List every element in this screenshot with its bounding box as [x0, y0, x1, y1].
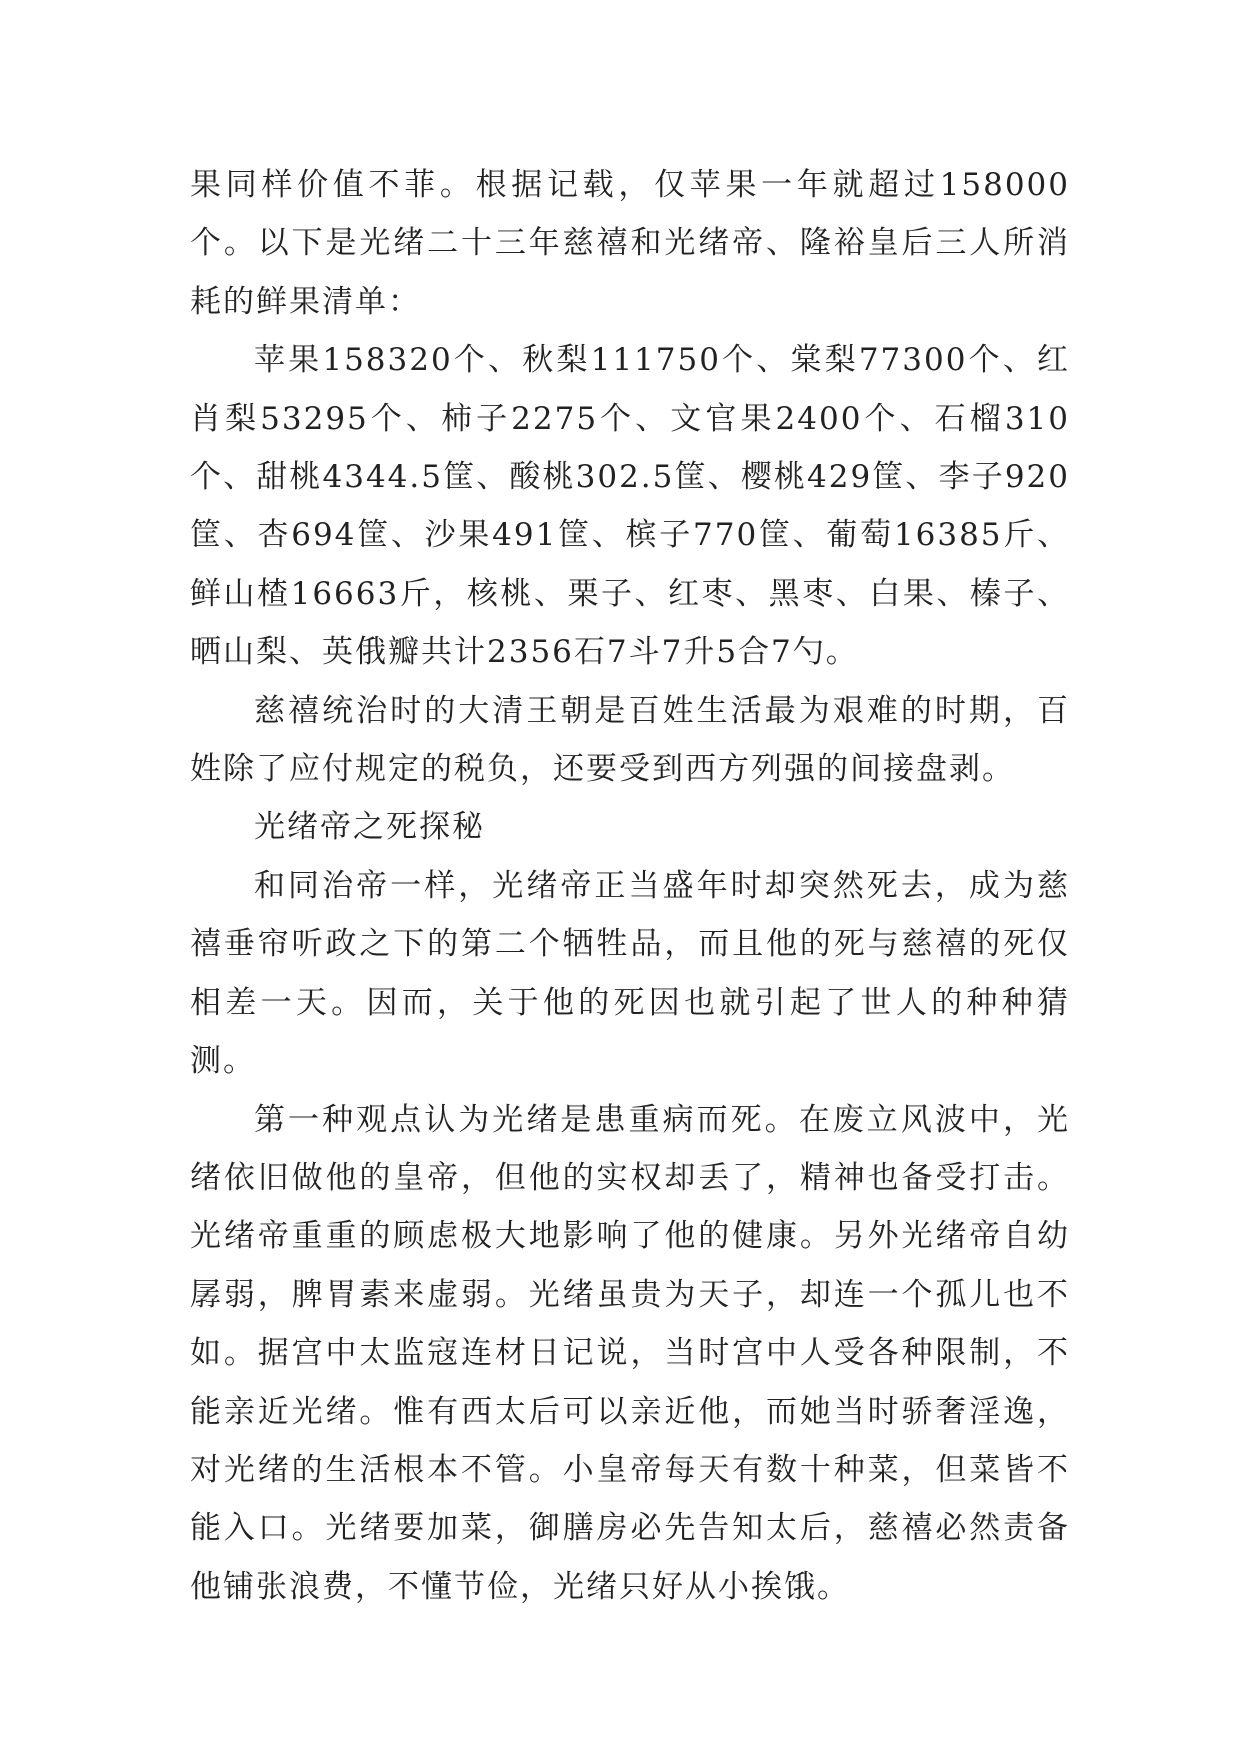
paragraph-hardship: 慈禧统治时的大清王朝是百姓生活最为艰难的时期，百姓除了应付规定的税负，还要受到西方列强的间接盘剥。: [190, 692, 1070, 788]
paragraph-death-intro: 和同治帝一样，光绪帝正当盛年时却突然死去，成为慈禧垂帘听政之下的第二个牺牲品，而且他的死与慈禧的死仅相差一天。因而，关于他的死因也就引起了世人的种种猜测。: [190, 867, 1070, 1080]
document-body: [190, 156, 1070, 1616]
paragraph-first-view: 第一种观点认为光绪是患重病而死。在废立风波中，光绪依旧做他的皇帝，但他的实权却丢了，精神也备受打击。光绪帝重重的顾虑极大地影响了他的健康。另外光绪帝自幼孱弱，脾胃素来虚弱。光绪虽贵为天子，却连一个孤儿也不如。据宫中太监寇连材日记说，当时宫中人受各种限制，不能亲近光绪。惟有西太后可以亲近他，而她当时骄奢淫逸，对光绪的生活根本不管。小皇帝每天有数十种菜，但菜皆不能入口。光绪要加菜，御膳房必先告知太后，慈禧必然责备他铺张浪费，不懂节俭，光绪只好从小挨饿。: [190, 1101, 1070, 1605]
paragraph-fruit-list: 苹果158320个、秋梨111750个、棠梨77300个、红肖梨53295个、柿子2275个、文官果2400个、石榴310个、甜桃4344.5筐、酸桃302.5筐、樱桃429筐、李子920筐、杏694筐、沙果491筐、槟子770筐、葡萄16385斤、鲜山楂16663斤，核桃、栗子、红枣、黑枣、白果、榛子、晒山梨、英俄瓣共计2356石7斗7升5合7勺。: [190, 342, 1070, 671]
section-heading: 光绪帝之死探秘: [254, 809, 485, 846]
paragraph-intro: 果同样价值不菲。根据记载，仅苹果一年就超过158000个。以下是光绪二十三年慈禧和光绪帝、隆裕皇后三人所消耗的鲜果清单：: [190, 167, 1070, 320]
